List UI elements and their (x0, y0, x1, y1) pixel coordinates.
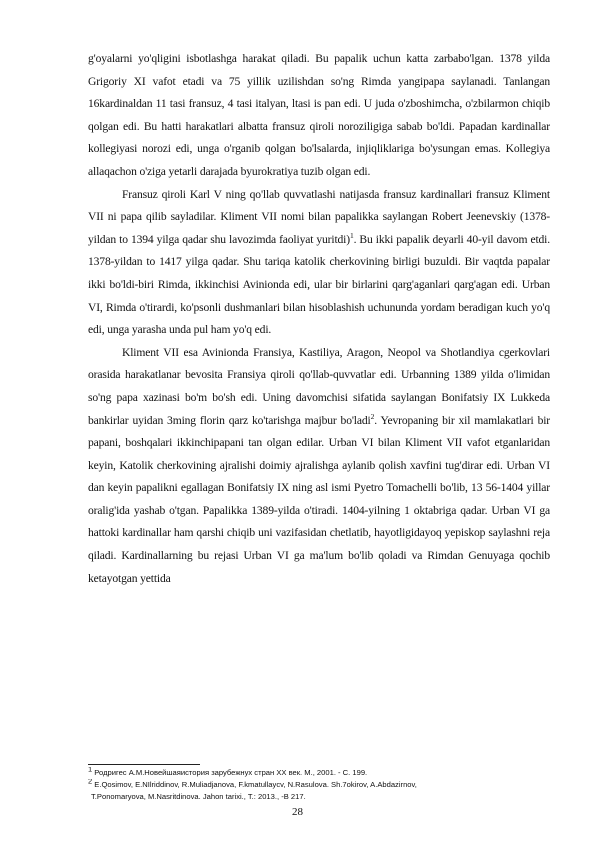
footnote-ref-2: 2 (370, 411, 375, 421)
page-number: 28 (292, 806, 303, 818)
paragraph-1: g'oyalarni yo'qligini isbotlashga harakat qiladi. Bu papalik uchun katta zarbabo'lgan. 1378 yilda Grigoriy XI vafot etadi va 75 yillik uzilishdan so'ng Rimda yangipapa saylanadi. Tanlangan 16kardinaldan 11 tasi fransuz, 4 tasi italyan, ltasi is pan edi. U juda o'zboshimcha, o'zbilarmon chiqib qolgan edi. Bu hatti harakatlari albatta fransuz qiroli noroziligiga sabab bo'ldi. Papadan kardinallar kollegiyasi norozi edi, unga o'rganib qolgan bo'lsalarda, injiqliklariga bo'ysungan emas. Kollegiya allaqachon o'ziga yetarli darajada byurokratiya tuzib olgan edi. (88, 52, 550, 178)
footnote-separator (88, 764, 200, 765)
paragraph-3-part-b: . Yevropaning bir xil mamlakatlari bir papani, boshqalari ikkinchipapani tan olgan edilar. Urban VI bilan Kliment VII vafot etganlaridan keyin, Katolik cherkovining ajralishi doimiy ajralishga aylanib qolish xavfini tug'dirar edi. Urban VI dan keyin papalikni egallagan Bonifatsiy IX ning asl ismi Pyetro Tomachelli bo'lib, 13 56-1404 yillar oralig'ida yashab o'tgan. Papalikka 1389-yilda o'tiradi. 1404-yilning 1 oktabriga qadar. Urban VI ga hattoki kardinallar ham qarshi chiqib uni vazifasidan chetlatib, hayotligidayoq yepiskop saylashni reja qiladi. Kardinallarning bu rejasi Urban VI ga ma'lum bo'lib qoladi va Rimdan Genuyaga qochib ketayotgan yettida (88, 413, 550, 585)
footnote-1-number: 1 (88, 767, 93, 774)
footnote-1-text: Родригес А.М.Новейшаяистория зарубежнух стран XX век. М., 2001. - С. 199. (92, 768, 368, 777)
paragraph-2-part-b: . Bu ikki papalik deyarli 40-yil davom etdi. 1378-yildan to 1417 yilga qadar. Shu tariqa katolik cherkovining birligi buzuldi. Bir vaqtda papalar ikki bo'ldi-biri Rimda, ikkinchisi Avinionda edi, ular bir birlarini qarg'aganlari qarg'agan edi. Urban VI, Rimda o'tirardi, ko'psonli dushmanlari bilan hisoblashish uchununda yordam beradigan kuch yo'q edi, unga yarasha unda pul ham yo'q edi. (88, 232, 551, 337)
paragraph-3 (88, 342, 550, 591)
footnote-1 (88, 767, 558, 779)
body-text (88, 48, 550, 590)
footnote-2-number: 2 (88, 779, 93, 786)
footnotes (88, 767, 558, 803)
footnote-2-text: E.Qosimov, E.NIlriddinov, R.Muliadjanova, F.kmatullaycv, N.Rasulova. Sh.7okirov, A.Abdazirnov, (92, 780, 417, 789)
footnote-2-continuation: T.Ponomaryova, M.Nasritdinova. Jahon tarixi., T.: 2013., -B 217. (91, 792, 306, 801)
footnote-ref-1: 1 (349, 230, 354, 240)
paragraph-2 (88, 184, 550, 342)
paragraph-2-part-a: Fransuz qiroli Karl V ning qo'llab quvvatlashi natijasda fransuz kardinallari fransuz Kliment VII ni papa qilib sayladilar. Kliment VII nomi bilan papalikka saylangan Robert Jeenevskiy (1378-yildan to 1394 yilga qadar shu lavozimda faoliyat yuritdi) (88, 187, 550, 246)
paragraph-3-part-a: Kliment VII esa Avinionda Fransiya, Kastiliya, Aragon, Neopol va Shotlandiya cgerkovlari orasida harakatlanar bevosita Fransiya qiroli qo'llab-quvvatlar edi. Urbanning 1389 yilda o'limidan so'ng papa xazinasi bo'm bo'sh edi. Uning davomchisi sifatida saylangan Bonifatsiy IX Lukkeda bankirlar uyidan 3ming florin qarz ko'tarishga majbur bo'ladi (88, 345, 550, 427)
footnote-2 (88, 779, 558, 791)
